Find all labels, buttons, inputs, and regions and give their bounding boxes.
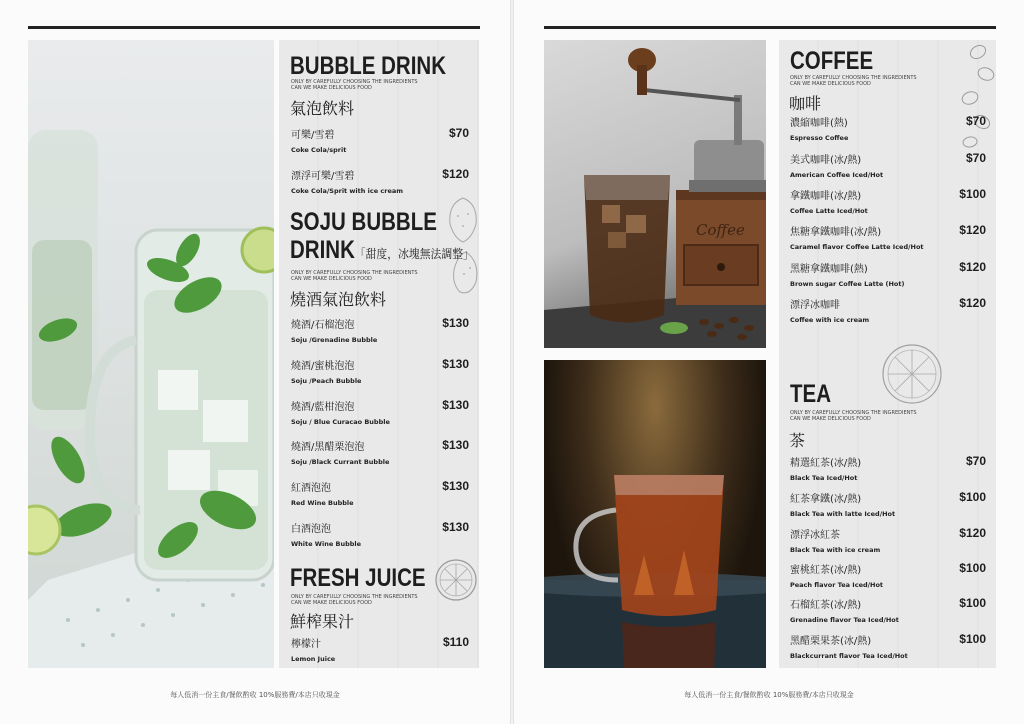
sweetness-note: 「甜度，冰塊無法調整」 bbox=[354, 247, 474, 261]
item-price: $70 bbox=[965, 151, 986, 165]
item-name-zh: 漂浮冰咖啡 bbox=[790, 300, 840, 311]
section-title-tea: TEA bbox=[790, 380, 831, 408]
menu-item bbox=[291, 357, 469, 385]
item-price: $120 bbox=[959, 260, 986, 274]
item-name-en: Red Wine Bubble bbox=[291, 499, 354, 507]
item-name-zh: 燒酒/石榴泡泡 bbox=[291, 320, 355, 331]
section-title-soju-line2: DRINK「甜度，冰塊無法調整」 bbox=[290, 236, 474, 264]
item-name-zh: 白酒泡泡 bbox=[291, 524, 331, 535]
item-price: $130 bbox=[442, 520, 469, 534]
section-subtitle: ONLY BY CAREFULLY CHOOSING THE INGREDIENTS CAN WE MAKE DELICIOUS FOOD bbox=[291, 594, 418, 606]
menu-item bbox=[291, 520, 469, 548]
tea-illustration bbox=[544, 360, 766, 668]
section-subtitle: ONLY BY CAREFULLY CHOOSING THE INGREDIENTS CAN WE MAKE DELICIOUS FOOD bbox=[790, 75, 917, 87]
item-name-zh: 黑糖拿鐵咖啡(熱) bbox=[790, 264, 868, 275]
item-name-zh: 紅茶拿鐵(冰/熱) bbox=[790, 494, 862, 505]
item-price: $70 bbox=[965, 114, 986, 128]
section-subtitle: ONLY BY CAREFULLY CHOOSING THE INGREDIENTS CAN WE MAKE DELICIOUS FOOD bbox=[291, 270, 418, 282]
item-price: $130 bbox=[442, 398, 469, 412]
menu-item bbox=[790, 526, 986, 554]
item-price: $110 bbox=[442, 635, 469, 649]
section-title-soju-bubble-drink: SOJU BUBBLE bbox=[290, 208, 437, 236]
lemon-slice-icon bbox=[432, 550, 478, 610]
page-footer-note: 每人低消一份主食/餐飲酌收 10%服務費/本店只收現金 bbox=[170, 691, 340, 699]
menu-item bbox=[790, 187, 986, 215]
item-price: $130 bbox=[442, 316, 469, 330]
menu-item bbox=[790, 632, 986, 660]
grinder-box-label: Coffee bbox=[696, 221, 745, 239]
item-name-zh: 漂浮冰紅茶 bbox=[790, 530, 840, 541]
item-price: $70 bbox=[965, 454, 986, 468]
item-name-en: Espresso Coffee bbox=[790, 134, 849, 142]
item-name-en: Blackcurrant flavor Tea Iced/Hot bbox=[790, 652, 908, 660]
section-title-zh: 氣泡飲料 bbox=[290, 99, 355, 118]
item-name-zh: 燒酒/蜜桃泡泡 bbox=[291, 361, 355, 372]
item-name-zh: 蜜桃紅茶(冰/熱) bbox=[790, 565, 862, 576]
menu-item bbox=[291, 635, 469, 663]
item-name-zh: 燒酒/藍柑泡泡 bbox=[291, 402, 355, 413]
item-name-en: Grenadine flavor Tea Iced/Hot bbox=[790, 616, 899, 624]
iced-coffee-grinder-photo bbox=[544, 40, 766, 348]
item-name-zh: 美式咖啡(冰/熱) bbox=[790, 155, 862, 166]
section-title-zh: 鮮榨果汁 bbox=[290, 612, 355, 631]
menu-item bbox=[790, 296, 986, 324]
item-name-en: White Wine Bubble bbox=[291, 540, 362, 548]
item-name-en: Coke Cola/Sprit with ice cream bbox=[291, 187, 404, 195]
menu-item bbox=[291, 167, 469, 195]
item-name-zh: 可樂/雪碧 bbox=[291, 130, 335, 141]
item-price: $70 bbox=[448, 126, 469, 140]
top-rule bbox=[544, 26, 996, 29]
menu-item bbox=[790, 561, 986, 589]
mojito-illustration bbox=[28, 40, 274, 668]
menu-item bbox=[790, 490, 986, 518]
item-name-en: Soju /Black Currant Bubble bbox=[291, 458, 390, 466]
menu-item bbox=[790, 260, 986, 288]
top-rule bbox=[28, 26, 480, 29]
item-name-zh: 紅酒泡泡 bbox=[291, 483, 331, 494]
item-name-en: Coffee Latte Iced/Hot bbox=[790, 207, 868, 215]
item-price: $130 bbox=[442, 438, 469, 452]
section-subtitle: ONLY BY CAREFULLY CHOOSING THE INGREDIENTS CAN WE MAKE DELICIOUS FOOD bbox=[291, 79, 418, 91]
item-name-en: Lemon Juice bbox=[291, 655, 336, 663]
item-name-en: American Coffee Iced/Hot bbox=[790, 171, 884, 179]
item-name-zh: 燒酒/黑醋栗泡泡 bbox=[291, 442, 365, 453]
item-price: $120 bbox=[959, 223, 986, 237]
section-title-fresh-juice: FRESH JUICE bbox=[290, 564, 426, 592]
item-name-en: Caramel flavor Coffee Latte Iced/Hot bbox=[790, 243, 924, 251]
left-menu-page bbox=[0, 0, 510, 724]
item-name-en: Black Tea with latte Iced/Hot bbox=[790, 510, 896, 518]
item-price: $130 bbox=[442, 357, 469, 371]
item-price: $100 bbox=[959, 561, 986, 575]
item-name-en: Black Tea with ice cream bbox=[790, 546, 881, 554]
section-title-coffee: COFFEE bbox=[790, 47, 874, 75]
menu-item bbox=[790, 114, 986, 142]
item-price: $120 bbox=[959, 296, 986, 310]
menu-item bbox=[790, 454, 986, 482]
item-price: $120 bbox=[959, 526, 986, 540]
item-name-en: Soju / Blue Curacao Bubble bbox=[291, 418, 390, 426]
item-name-en: Black Tea Iced/Hot bbox=[790, 474, 858, 482]
item-name-zh: 漂浮可樂/雪碧 bbox=[291, 171, 355, 182]
item-price: $100 bbox=[959, 490, 986, 504]
item-name-en: Coffee with ice cream bbox=[790, 316, 870, 324]
item-price: $120 bbox=[442, 167, 469, 181]
item-name-zh: 精選紅茶(冰/熱) bbox=[790, 458, 862, 469]
item-name-zh: 拿鐵咖啡(冰/熱) bbox=[790, 191, 862, 202]
menu-item bbox=[291, 316, 469, 344]
page-footer-note: 每人低消一份主食/餐飲酌收 10%服務費/本店只收現金 bbox=[684, 691, 854, 699]
item-name-zh: 焦糖拿鐵咖啡(冰/熱) bbox=[790, 227, 882, 238]
menu-item bbox=[291, 479, 469, 507]
mojito-drink-photo bbox=[28, 40, 274, 668]
section-title-zh: 咖啡 bbox=[789, 94, 822, 113]
item-name-zh: 濃縮咖啡(熱) bbox=[790, 118, 848, 129]
section-title-bubble-drink: BUBBLE DRINK bbox=[290, 52, 447, 80]
menu-item bbox=[291, 438, 469, 466]
item-price: $100 bbox=[959, 596, 986, 610]
item-name-en: Brown sugar Coffee Latte (Hot) bbox=[790, 280, 905, 288]
item-price: $100 bbox=[959, 187, 986, 201]
hot-tea-cup-photo bbox=[544, 360, 766, 668]
item-name-en: Soju /Grenadine Bubble bbox=[291, 336, 378, 344]
item-price: $100 bbox=[959, 632, 986, 646]
coffee-illustration bbox=[544, 40, 766, 348]
item-name-en: Peach flavor Tea Iced/Hot bbox=[790, 581, 884, 589]
section-subtitle: ONLY BY CAREFULLY CHOOSING THE INGREDIENTS CAN WE MAKE DELICIOUS FOOD bbox=[790, 410, 917, 422]
item-name-zh: 檸檬汁 bbox=[291, 639, 321, 650]
item-name-en: Coke Cola/sprit bbox=[291, 146, 347, 154]
item-name-zh: 石榴紅茶(冰/熱) bbox=[790, 600, 862, 611]
section-title-zh: 茶 bbox=[789, 431, 806, 450]
menu-item bbox=[790, 223, 986, 251]
item-name-zh: 黑醋栗果茶(冰/熱) bbox=[790, 636, 872, 647]
menu-item bbox=[790, 596, 986, 624]
menu-item bbox=[291, 398, 469, 426]
menu-item bbox=[291, 126, 469, 154]
item-name-en: Soju /Peach Bubble bbox=[291, 377, 362, 385]
menu-item bbox=[790, 151, 986, 179]
section-title-zh: 燒酒氣泡飲料 bbox=[290, 290, 387, 309]
item-price: $130 bbox=[442, 479, 469, 493]
lemon-slice-icon bbox=[880, 342, 944, 406]
